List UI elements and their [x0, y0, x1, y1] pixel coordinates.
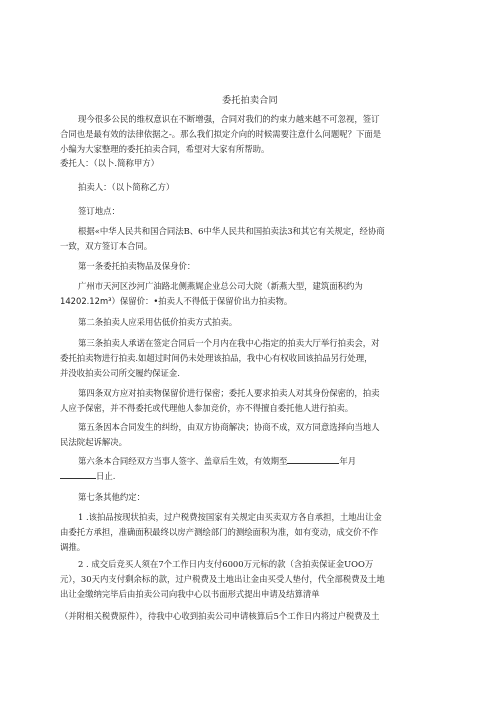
document-title: 委托拍卖合同 [222, 96, 278, 106]
article-1-line-2: 14202.12m³）保留价：•拍卖人不得低于保留价出力拍卖物。 [60, 296, 293, 306]
intro-line-2: 合同也是最有效的法律依据之-。那么我们拟定介向的时候需要注意什么问题呢？下面是 [60, 129, 382, 139]
signing-place: 签订地点： [78, 206, 120, 216]
item-1-line-2: 由委托方承担，准确面积最终以房产测绘部门的测绘面积为准，如有变动，成交价不作 [60, 527, 379, 537]
basis-paragraph [60, 224, 442, 254]
item-1-line-1: 1 .该拍品按现状拍卖，过户税费按国家有关规定由买卖双方各自承担，土地出让金 [78, 512, 382, 522]
item-2-line-4: （并附相关税费原件），待我中心收到拍卖公司申请核算后5个工作日内将过户税费及土 [60, 611, 380, 621]
article-1-line-1: 广州市天河区沙河广油路北侧燕娓企业总公司大院（新燕大型，建筑面积约为 [78, 281, 363, 291]
article-7-item-2 [60, 557, 442, 624]
article-3-line-2: 委托拍卖物进行拍卖.如超过时间仍未处理该拍品，我中心有权收回该拍品另行处理， [60, 353, 373, 363]
article-6-text: 第六条本合同经双方当事人签字、盖章后生效，有效期至 [78, 456, 288, 466]
intro-line-3: 小编为大家整理的委托拍卖合同，希望对大家有所帮助。 [60, 144, 270, 154]
article-4-line-2: 人应予保密，并不得委托或代理他人参加竞价，亦不得擅自委托他人进行拍卖。 [60, 403, 354, 413]
article-1-title: 第一条委托拍卖物品及保身价： [78, 261, 196, 271]
article-6 [60, 454, 442, 484]
article-6-line-1 [60, 454, 442, 469]
article-7-item-1 [60, 510, 442, 555]
date-blank-field [287, 454, 339, 464]
article-5-line-2: 民法院起诉解决。 [60, 437, 127, 447]
intro-line-1: 现今很多公民的维权意识在不断增强，合同对我们的约束力越来越不可忽视，签订 [78, 114, 380, 124]
article-7-title: 第七条其他约定： [78, 492, 145, 502]
basis-line-2: 一致，双方签订本合同。 [60, 241, 153, 251]
article-1-body [60, 279, 442, 309]
article-4-line-1: 第四条双方应对拍卖物保留价进行保密；委托人要求拍卖人对其身份保密的，拍卖 [78, 388, 380, 398]
item-2-line-1: 2 . 成交后竞买人须在7个工作日内支付6000万元标的款（含拍卖保证金UOO万 [78, 559, 374, 569]
article-6-year-month: 年月 [339, 456, 357, 466]
article-6-line-2 [60, 469, 442, 484]
article-4 [60, 386, 442, 416]
article-3 [60, 336, 442, 381]
article-5-line-1: 第五条因本合同发生的纠纷，由双方协商解决；协商不成，双方同意选择向当地人 [78, 422, 380, 432]
party-b-line: 拍卖人：（以卜简称乙方） [78, 182, 175, 192]
article-3-line-1: 第三条拍卖人承诺在签定合同后一个月内在我中心指定的拍卖大厅举行拍卖会，对 [78, 338, 380, 348]
article-3-line-3: 并没收拍卖公司所交履约保证金. [60, 368, 180, 378]
basis-line-1: 根据«中华人民共和国合同法B、6中华人民共和国拍卖法3和其它有关规定，经协商 [78, 226, 385, 236]
intro-paragraph [60, 112, 442, 157]
day-blank-field [60, 469, 96, 479]
item-1-line-3: 调推。 [60, 542, 86, 552]
item-2-line-3: 出让金缴纳完毕后由拍卖公司向我中心以书面形式提出申请及结算清单 [60, 589, 320, 599]
article-6-end: 日止. [96, 471, 116, 481]
article-5 [60, 420, 442, 450]
article-2: 第二条拍卖人应采用估低价拍卖方式拍卖。 [78, 317, 238, 327]
item-2-line-2: 元），30天内支付剩余标的款，过户税费及土地出让金由买受人垫付，代全部税费及土地 [60, 574, 385, 584]
party-a-line: 委托人：（以卜.简称甲方） [60, 158, 159, 168]
